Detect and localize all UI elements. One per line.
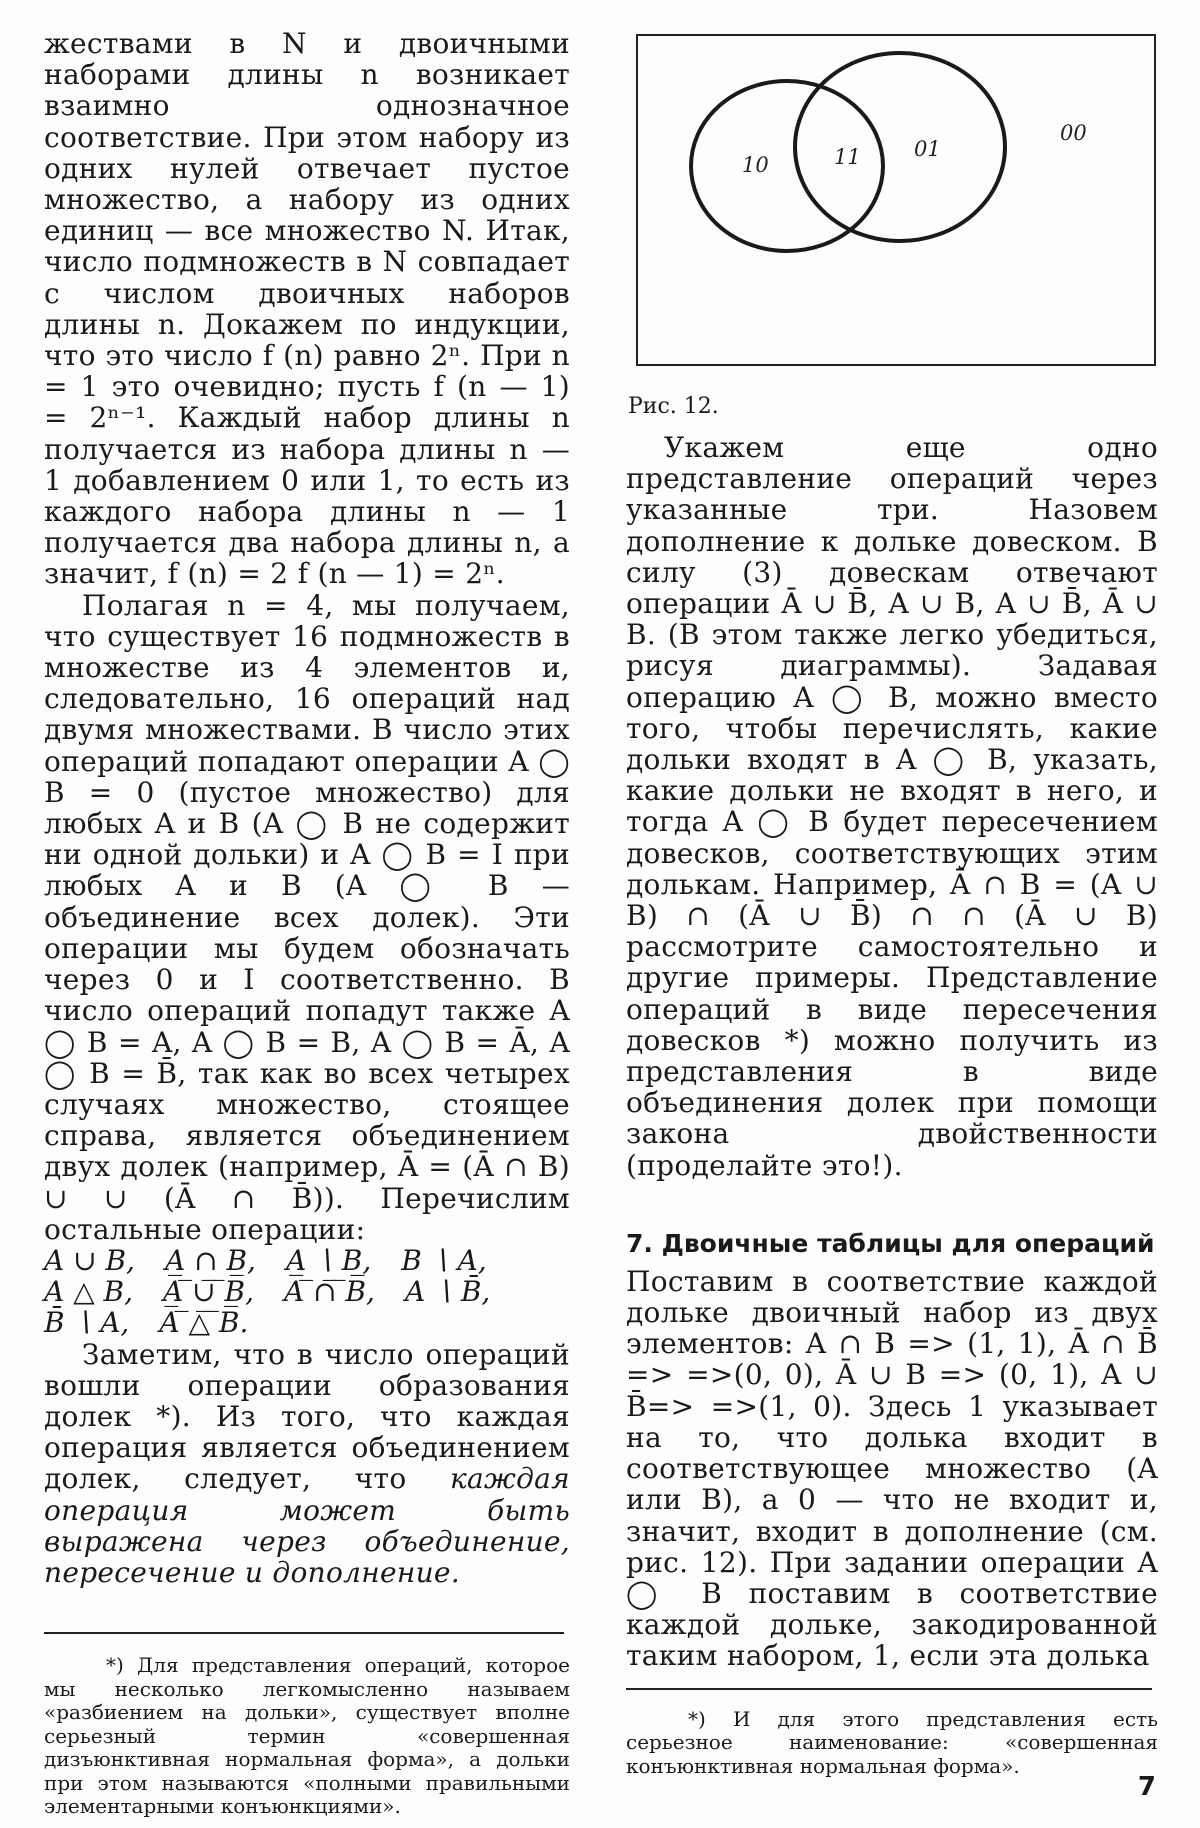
operation-item: A ∪ B,	[44, 1243, 135, 1277]
right-column	[626, 432, 1158, 1778]
circle-b	[795, 53, 1005, 241]
operations-list	[44, 1245, 570, 1339]
page-number: 7	[1137, 1772, 1156, 1802]
operation-item: B̄ ∖ A,	[44, 1306, 130, 1340]
right-footnote: *) И для этого представления есть серьезное наименование: «совершенная конъюнктивная нормальная форма».	[626, 1706, 1158, 1778]
operation-item: A̅ ̅△̅ ̅B̅.	[159, 1306, 249, 1340]
right-paragraph-2: Поставим в соответствие каждой дольке двоичный набор из двух элементов: A ∩ B => (1, 1), Ā ∩ B̄ => =>(0, 0), Ā ∪ B => (0, 1), A ∪ B̄=> =>(1, 0). Здесь 1 указывает на то, что долька входит в соответствующее множество (A или B), а 0 — что не входит и, значит, входит в дополнение (см. рис. 12). При задании операции A ◯ B поставим в соответствие каждой дольке, закодированной таким набором, 1, если эта долька	[626, 1264, 1158, 1673]
left-paragraph-1: жествами в N и двоичными наборами длины n возникает взаимно однозначное соответствие. При этом набору из одних нулей отвечает пустое множество, а набору из одних единиц — все множество N. Итак, число подмножеств в N совпадает с числом двоичных наборов длины n. Докажем по индукции, что это число f (n) равно 2ⁿ. При n = 1 это очевидно; пусть f (n — 1) = 2ⁿ⁻¹. Каждый набор длины n получается из набора длины n — 1 добавлением 0 или 1, то есть из каждого набора длины n — 1 получается два набора длины n, а значит, f (n) = 2 f (n — 1) = 2ⁿ.	[44, 27, 570, 591]
region-label-00: 00	[1060, 121, 1087, 145]
region-label-11: 11	[834, 145, 861, 169]
right-paragraph-1: Укажем еще одно представление операций через указанные три. Назовем дополнение к дольке довеском. В силу (3) довескам отвечают операции Ā ∪ B̄, A ∪ B, A ∪ B̄, Ā ∪ B. (В этом также легко убедиться, рисуя диаграммы). Задавая операцию A ◯ B, можно вместо того, чтобы перечислять, какие дольки входят в A ◯ B, указать, какие дольки не входят в него, и тогда A ◯ B будет пересечением довесков, соответствующих этим долькам. Например, Ā ∩ B = (A ∪ B) ∩ (Ā ∪ B̄) ∩ ∩ (Ā ∪ B) рассмотрите самостоятельно и другие примеры. Представление операций в виде пересечения довесков *) можно получить из представления в виде объединения долек при помощи закона двойственности (проделайте это!).	[626, 431, 1158, 1182]
paragraph-3-italic-conclusion: каждая операция может быть выражена через объединение, пересечение и дополнение.	[44, 1462, 570, 1589]
left-paragraph-3	[44, 1339, 570, 1589]
paragraph-3-text: Заметим, что в число операций вошли операции образования долек *). Из того, что каждая операция является объединением долек, следует, что	[44, 1337, 570, 1496]
venn-diagram	[638, 36, 1154, 364]
operation-item: A ∩ B,	[164, 1243, 256, 1277]
operation-item: A △ B,	[44, 1275, 134, 1309]
operation-item: A ∖ B̄,	[404, 1275, 491, 1309]
operation-item: B ∖ A,	[401, 1243, 487, 1277]
figure-caption: Рис. 12.	[628, 394, 719, 419]
region-label-10: 10	[742, 153, 769, 177]
left-paragraph-2: Полагая n = 4, мы получаем, что существует 16 подмножеств в множестве из 4 элементов и, следовательно, 16 операций над двумя множествами. В число этих операций попадают операции A ◯ B = 0 (пустое множество) для любых A и B (A ◯ B не содержит ни одной дольки) и A ◯ B = I при любых A и B (A ◯ B — объединение всех долек). Эти операции мы будем обозначать через 0 и I соответственно. В число операций попадут также A ◯ B = A, A ◯ B = B, A ◯ B = Ā, A ◯ B = B̄, так как во всех четырех случаях множество, стоящее справа, является объединением двух долек (например, Ā = (Ā ∩ B) ∪ ∪ (Ā ∩ B̄)). Перечислим остальные операции:	[44, 588, 570, 1246]
left-footnote: *) Для представления операций, которое мы несколько легкомысленно называем «разбиением на дольки», существует вполне серьезный термин «совершенная дизъюнктивная нормальная форма», а дольки при этом называются «полными правильными элементарными конъюнкциями».	[44, 1653, 570, 1819]
operations-row-2	[44, 1276, 570, 1307]
region-label-01: 01	[914, 137, 941, 161]
operation-item: A̅ ̅∩̅ ̅B̅,	[284, 1275, 375, 1309]
operations-row-3	[44, 1307, 570, 1338]
left-column	[44, 28, 570, 1819]
operation-item: A ∖ B,	[285, 1243, 372, 1277]
operation-item: A̅ ̅∪̅ ̅B̅,	[163, 1275, 254, 1309]
section-heading: 7. Двоичные таблицы для операций	[626, 1228, 1155, 1258]
venn-diagram-figure	[636, 34, 1156, 366]
operations-row-1	[44, 1245, 570, 1276]
